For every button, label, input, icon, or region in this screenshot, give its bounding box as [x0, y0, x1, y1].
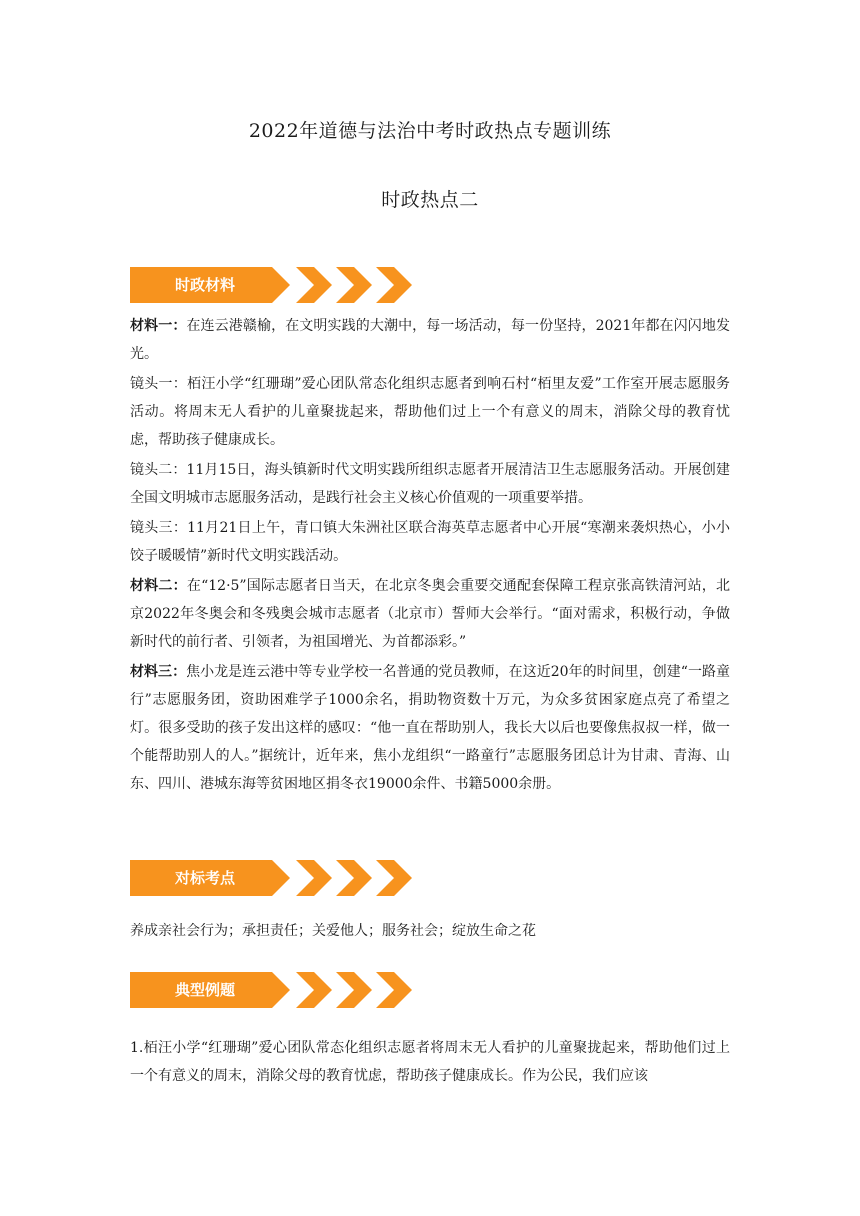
shot-three-paragraph: 镜头三：11月21日上午，青口镇大朱洲社区联合海英草志愿者中心开展“寒潮来袭炽热心，小小饺子暖暖情”新时代文明实践活动。 — [130, 520, 730, 564]
material-one-label: 材料一： — [130, 318, 187, 334]
example-question-text: 1.栢汪小学“红珊瑚”爱心团队常态化组织志愿者将周末无人看护的儿童聚拢起来，帮助他们过上一个有意义的周末，消除父母的教育忧虑，帮助孩子健康成长。作为公民，我们应该 — [130, 1040, 730, 1084]
shot-one-paragraph: 镜头一：栢汪小学“红珊瑚”爱心团队常态化组织志愿者到响石村“栢里友爱”工作室开展志愿服务活动。将周末无人看护的儿童聚拢起来，帮助他们过上一个有意义的周末，消除父母的教育忧虑，帮助孩子健康成长。 — [130, 376, 730, 448]
material-one-text: 在连云港赣榆，在文明实践的大潮中，每一场活动，每一份坚持，2021年都在闪闪地发光。 — [130, 318, 730, 362]
shot-two-paragraph: 镜头二：11月15日，海头镇新时代文明实践所组织志愿者开展清洁卫生志愿服务活动。开展创建全国文明城市志愿服务活动，是践行社会主义核心价值观的一项重要举措。 — [130, 462, 730, 506]
section-label: 时政材料 — [174, 276, 235, 294]
section-banner-key-points — [130, 860, 420, 896]
material-two-paragraph — [130, 572, 730, 656]
material-three-label: 材料三： — [130, 664, 187, 680]
key-points-text: 养成亲社会行为；承担责任；关爱他人；服务社会；绽放生命之花 — [130, 923, 536, 939]
section-banner-materials — [130, 267, 420, 303]
section-label: 典型例题 — [174, 981, 235, 999]
document-subtitle: 时政热点二 — [381, 189, 479, 211]
material-three-paragraph — [130, 658, 730, 798]
section-banner-examples — [130, 972, 420, 1008]
material-two-text: 在“12·5”国际志愿者日当天，在北京冬奥会重要交通配套保障工程京张高铁清河站，北京2022年冬奥会和冬残奥会城市志愿者（北京市）誓师大会举行。“面对需求，积极行动，争做新时代的前行者、引领者，为祖国增光、为首都添彩。” — [130, 578, 731, 650]
document-title: 2022年道德与法治中考时政热点专题训练 — [248, 120, 612, 142]
material-two-label: 材料二： — [130, 578, 187, 594]
material-three-text: 焦小龙是连云港中等专业学校一名普通的党员教师，在这近20年的时间里，创建“一路童行”志愿服务团，资助困难学子1000余名，捐助物资数十万元，为众多贫困家庭点亮了希望之灯。很多受助的孩子发出这样的感叹：“他一直在帮助别人，我长大以后也要像焦叔叔一样，做一个能帮助别人的人。”据统计，近年来，焦小龙组织“一路童行”志愿服务团总计为甘肃、青海、山东、四川、港城东海等贫困地区捐冬衣19000余件、书籍5000余册。 — [130, 664, 730, 792]
material-one-paragraph — [130, 312, 730, 368]
section-label: 对标考点 — [174, 869, 235, 887]
